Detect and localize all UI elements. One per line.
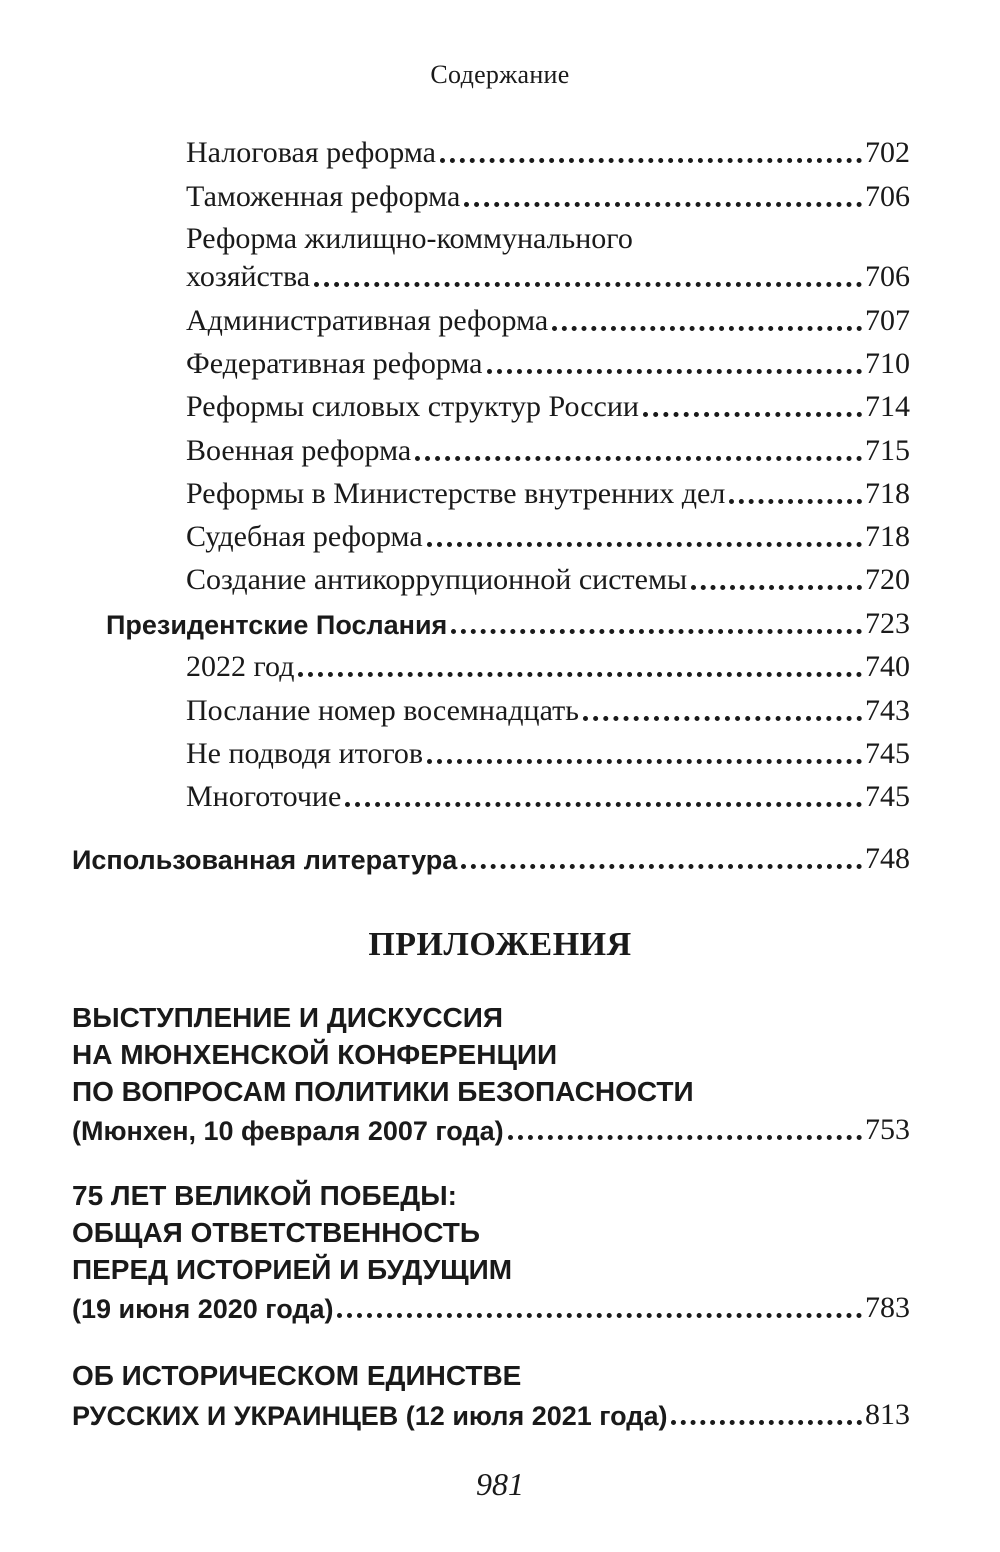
toc-leader-dots	[461, 864, 862, 869]
toc-entry	[0, 727, 1000, 769]
appendix-item-title-line: НА МЮНХЕНСКОЙ КОНФЕРЕНЦИИ	[72, 1039, 558, 1070]
toc-entry-label: 2022 год	[186, 650, 295, 683]
toc-leader-dots	[345, 802, 862, 807]
toc-entry-label: Военная реформа	[186, 434, 412, 467]
toc-entry-page: 702	[865, 136, 910, 169]
appendix-item	[0, 1103, 1000, 1145]
toc-entry-page: 707	[865, 304, 910, 337]
toc-top-entry	[0, 832, 1000, 874]
toc-entry	[0, 424, 1000, 466]
toc-entry-page: 710	[865, 347, 910, 380]
appendix-item-last-line: (Мюнхен, 10 февраля 2007 года)	[72, 1116, 504, 1146]
toc-leader-dots	[427, 542, 862, 547]
toc-leader-dots	[427, 759, 862, 764]
toc-entry-label: Использованная литература	[72, 845, 458, 875]
toc-entry	[0, 640, 1000, 682]
appendix-item-title-line: ПО ВОПРОСАМ ПОЛИТИКИ БЕЗОПАСНОСТИ	[72, 1076, 694, 1107]
toc-entry-page: 706	[865, 260, 910, 293]
toc-entry-page: 743	[865, 694, 910, 727]
toc-leader-dots	[337, 1313, 862, 1318]
toc-section-entry	[0, 597, 1000, 639]
toc-entry	[0, 250, 1000, 292]
toc-leader-dots	[314, 282, 862, 287]
toc-entry-label: Таможенная реформа	[186, 180, 461, 213]
toc-entry	[0, 294, 1000, 336]
toc-entry-page: 740	[865, 650, 910, 683]
toc-entry-page: 723	[865, 607, 910, 640]
toc-entry-label: Создание антикоррупционной системы	[186, 563, 688, 596]
toc-entry	[0, 770, 1000, 812]
toc-entry-page: 745	[865, 780, 910, 813]
toc-entry-label: Реформы силовых структур России	[186, 390, 639, 423]
toc-leader-dots	[552, 326, 862, 331]
toc-entry-page: 748	[865, 842, 910, 875]
toc-entry-page: 718	[865, 477, 910, 510]
toc-entry	[0, 553, 1000, 595]
toc-entry-label: хозяйства	[186, 260, 311, 293]
toc-entry-page: 706	[865, 180, 910, 213]
page-number: 981	[476, 1466, 524, 1502]
toc-leader-dots	[508, 1135, 862, 1140]
appendix-item-page: 783	[865, 1291, 910, 1324]
appendix-item-last-line: (19 июня 2020 года)	[72, 1294, 334, 1324]
appendix-item-title-line: ВЫСТУПЛЕНИЕ И ДИСКУССИЯ	[72, 1002, 504, 1033]
toc-entry-page: 715	[865, 434, 910, 467]
toc-entry-label: Многоточие	[186, 780, 342, 813]
appendix-item-title-line: ОБ ИСТОРИЧЕСКОМ ЕДИНСТВЕ	[72, 1360, 522, 1391]
toc-entry	[0, 337, 1000, 379]
toc-entry-label: Судебная реформа	[186, 520, 423, 553]
toc-entry	[0, 467, 1000, 509]
toc-entry-label: Федеративная реформа	[186, 347, 483, 380]
toc-entry	[0, 684, 1000, 726]
toc-entry-page: 745	[865, 737, 910, 770]
appendix-item	[0, 1388, 1000, 1430]
toc-leader-dots	[691, 585, 862, 590]
appendix-item	[0, 1281, 1000, 1323]
toc-entry-label: Налоговая реформа	[186, 136, 436, 169]
toc-entry	[0, 510, 1000, 552]
toc-leader-dots	[671, 1420, 862, 1425]
toc-leader-dots	[729, 499, 862, 504]
toc-entry-label: Административная реформа	[186, 304, 549, 337]
running-head: Содержание	[430, 60, 570, 89]
toc-entry-page: 714	[865, 390, 910, 423]
toc-leader-dots	[298, 672, 862, 677]
toc-entry-page: 720	[865, 563, 910, 596]
appendix-item-page: 753	[865, 1113, 910, 1146]
appendix-item-page: 813	[865, 1398, 910, 1431]
toc-entry-label: Послание номер восемнадцать	[186, 694, 579, 727]
toc-entry	[0, 380, 1000, 422]
toc-leader-dots	[643, 412, 862, 417]
toc-entry-label: Не подводя итогов	[186, 737, 424, 770]
appendix-item-last-line: РУССКИХ И УКРАИНЦЕВ (12 июля 2021 года)	[72, 1401, 668, 1431]
toc-entry	[0, 170, 1000, 212]
appendix-item-title-line: 75 ЛЕТ ВЕЛИКОЙ ПОБЕДЫ:	[72, 1180, 457, 1211]
toc-leader-dots	[415, 456, 862, 461]
toc-leader-dots	[451, 629, 862, 634]
toc-leader-dots	[487, 369, 863, 374]
toc-entry-label: Реформы в Министерстве внутренних дел	[186, 477, 726, 510]
toc-entry-label: Президентские Послания	[106, 610, 448, 640]
toc-leader-dots	[583, 716, 862, 721]
appendix-item-title-line: ОБЩАЯ ОТВЕТСТВЕННОСТЬ	[72, 1217, 480, 1248]
toc-leader-dots	[464, 202, 862, 207]
appendix-title: ПРИЛОЖЕНИЯ	[368, 926, 632, 963]
appendix-item-title-line: ПЕРЕД ИСТОРИЕЙ И БУДУЩИМ	[72, 1254, 513, 1285]
toc-entry	[0, 126, 1000, 168]
toc-entry-label-line1: Реформа жилищно-коммунального	[186, 222, 633, 255]
toc-entry-page: 718	[865, 520, 910, 553]
toc-leader-dots	[440, 158, 862, 163]
